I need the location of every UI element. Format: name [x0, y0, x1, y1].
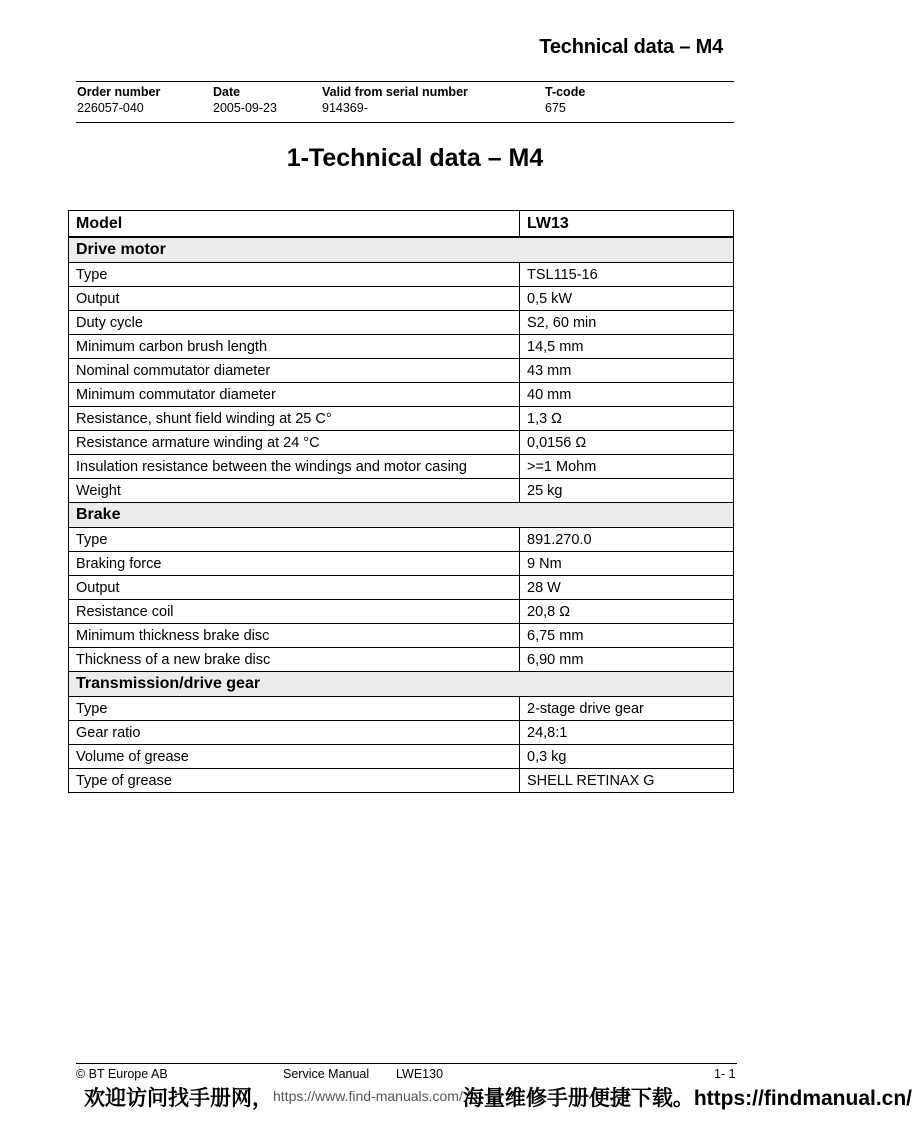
spec-value: 20,8 Ω	[520, 600, 734, 624]
spec-value: 9 Nm	[520, 552, 734, 576]
spec-label: Resistance armature winding at 24 °C	[69, 431, 520, 455]
page-header-title: Technical data – M4	[539, 36, 723, 58]
spec-value: 40 mm	[520, 383, 734, 407]
spec-label: Volume of grease	[69, 745, 520, 769]
section-title: Transmission/drive gear	[69, 672, 734, 697]
model-label: Model	[69, 211, 520, 238]
footer-page-number: 1- 1	[714, 1067, 736, 1081]
meta-bottom-rule	[76, 122, 734, 123]
meta-t-code	[545, 84, 585, 116]
meta-label: T-code	[545, 85, 586, 99]
model-row	[69, 211, 734, 238]
spec-value: TSL115-16	[520, 263, 734, 287]
spec-row	[69, 479, 734, 503]
spec-row	[69, 383, 734, 407]
spec-label: Output	[69, 576, 520, 600]
meta-order-number	[77, 84, 160, 116]
watermark-right: 海量维修手册便捷下载。https://findmanual.cn/	[462, 1087, 912, 1110]
download-watermark	[84, 1082, 912, 1112]
spec-value: S2, 60 min	[520, 311, 734, 335]
section-header-row	[69, 237, 734, 263]
spec-label: Braking force	[69, 552, 520, 576]
section-header-row	[69, 672, 734, 697]
meta-value: 914369-	[322, 101, 368, 115]
meta-value: 675	[545, 101, 566, 115]
spec-value: >=1 Mohm	[520, 455, 734, 479]
spec-value: 2-stage drive gear	[520, 697, 734, 721]
spec-label: Type	[69, 263, 520, 287]
footer-rule	[76, 1063, 737, 1064]
spec-label: Nominal commutator diameter	[69, 359, 520, 383]
meta-top-rule	[76, 81, 734, 82]
spec-row	[69, 769, 734, 793]
section-title: Brake	[69, 503, 734, 528]
spec-value: 6,90 mm	[520, 648, 734, 672]
section-title: Drive motor	[69, 237, 734, 263]
spec-row	[69, 335, 734, 359]
spec-row	[69, 311, 734, 335]
technical-data-table	[68, 210, 734, 793]
spec-row	[69, 287, 734, 311]
spec-label: Type	[69, 697, 520, 721]
spec-label: Insulation resistance between the windings and motor casing	[69, 455, 520, 479]
spec-value: 0,3 kg	[520, 745, 734, 769]
meta-label: Date	[213, 85, 241, 99]
spec-value: 0,5 kW	[520, 287, 734, 311]
spec-label: Minimum carbon brush length	[69, 335, 520, 359]
meta-label: Valid from serial number	[322, 85, 468, 99]
spec-value: 1,3 Ω	[520, 407, 734, 431]
footer-model: LWE130	[396, 1067, 444, 1081]
spec-label: Minimum commutator diameter	[69, 383, 520, 407]
spec-row	[69, 745, 734, 769]
spec-label: Resistance, shunt field winding at 25 C°	[69, 407, 520, 431]
spec-label: Gear ratio	[69, 721, 520, 745]
spec-label: Type	[69, 528, 520, 552]
meta-serial-number	[322, 84, 468, 116]
spec-row	[69, 648, 734, 672]
footer-manual: Service Manual	[283, 1067, 370, 1081]
spec-label: Output	[69, 287, 520, 311]
spec-label: Weight	[69, 479, 520, 503]
spec-value: 25 kg	[520, 479, 734, 503]
spec-value: 24,8:1	[520, 721, 734, 745]
spec-row	[69, 455, 734, 479]
spec-row	[69, 431, 734, 455]
watermark-middle-link[interactable]: https://www.find-manuals.com/	[273, 1088, 463, 1104]
spec-row	[69, 624, 734, 648]
spec-row	[69, 576, 734, 600]
spec-label: Resistance coil	[69, 600, 520, 624]
spec-value: 43 mm	[520, 359, 734, 383]
spec-value: 0,0156 Ω	[520, 431, 734, 455]
model-value: LW13	[520, 211, 734, 238]
spec-label: Minimum thickness brake disc	[69, 624, 520, 648]
meta-label: Order number	[77, 85, 161, 99]
spec-row	[69, 552, 734, 576]
spec-row	[69, 407, 734, 431]
spec-label: Duty cycle	[69, 311, 520, 335]
spec-row	[69, 600, 734, 624]
spec-row	[69, 263, 734, 287]
footer-copyright: © BT Europe AB	[76, 1067, 168, 1081]
spec-value: 28 W	[520, 576, 734, 600]
spec-label: Thickness of a new brake disc	[69, 648, 520, 672]
spec-row	[69, 528, 734, 552]
spec-value: 891.270.0	[520, 528, 734, 552]
section-header-row	[69, 503, 734, 528]
meta-value: 226057-040	[77, 101, 144, 115]
spec-value: 6,75 mm	[520, 624, 734, 648]
spec-row	[69, 359, 734, 383]
document-title: 1-Technical data – M4	[286, 144, 544, 172]
watermark-left: 欢迎访问找手册网，	[84, 1087, 273, 1110]
spec-row	[69, 697, 734, 721]
meta-value: 2005-09-23	[213, 101, 277, 115]
spec-label: Type of grease	[69, 769, 520, 793]
spec-value: 14,5 mm	[520, 335, 734, 359]
spec-row	[69, 721, 734, 745]
spec-value: SHELL RETINAX G	[520, 769, 734, 793]
meta-date	[213, 84, 277, 116]
